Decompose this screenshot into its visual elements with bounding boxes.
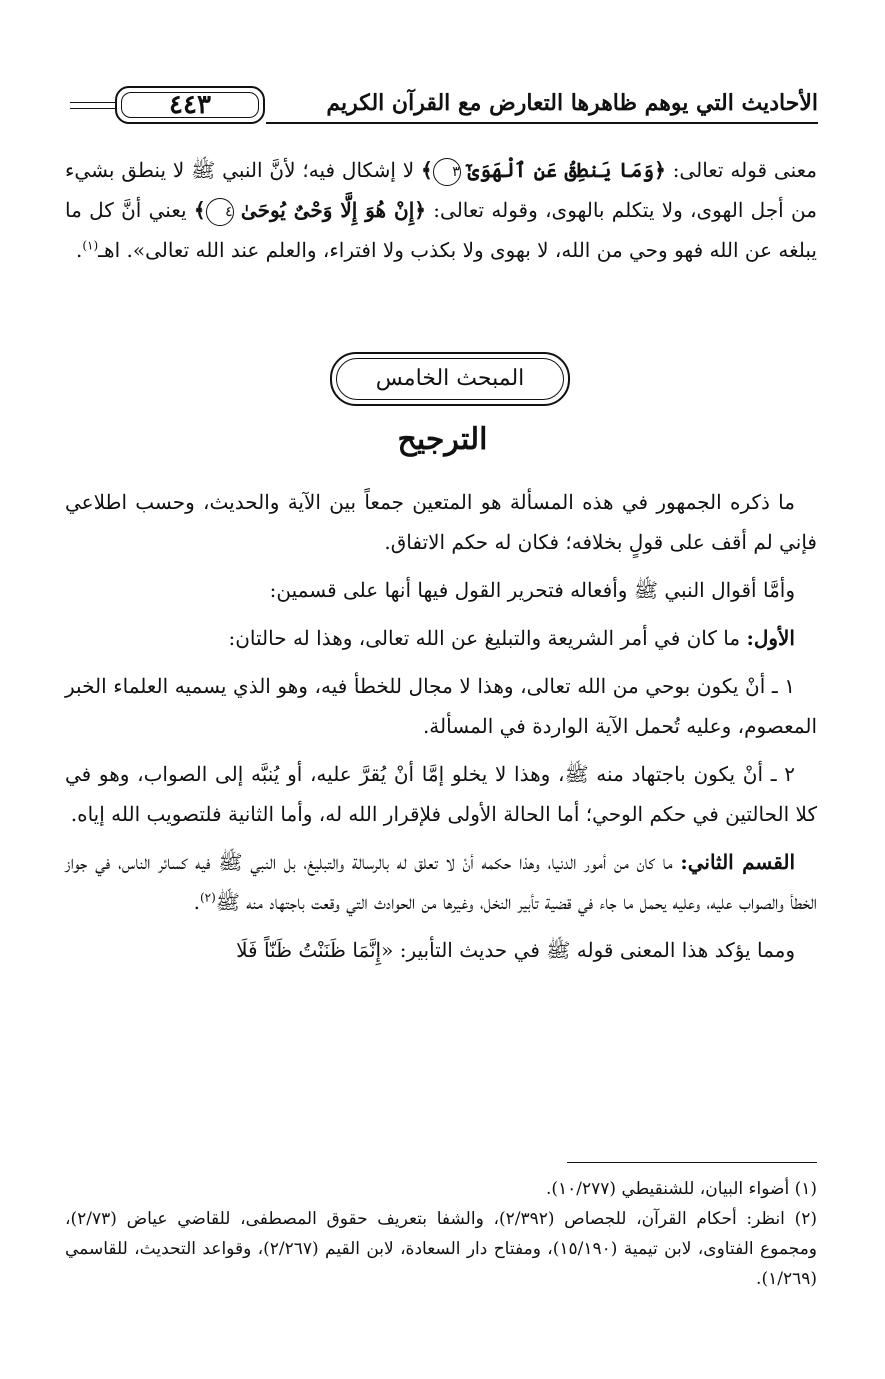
paragraph bbox=[65, 618, 817, 658]
paragraph: ١ ـ أنْ يكون بوحي من الله تعالى، وهذا لا مجال للخطأ فيه، وهو الذي يسميه العلماء الخبر المعصوم، وعليه تُحمل الآية الواردة في المسألة. bbox=[65, 674, 817, 738]
text: ما كان في أمر الشريعة والتبليغ عن الله تعالى، وهذا له حالتان: bbox=[228, 626, 747, 650]
quran-bracket: ﴾ bbox=[193, 198, 206, 222]
opening-paragraph bbox=[65, 150, 817, 278]
text: لا إشكال فيه؛ لأنَّ النبي ﷺ لا ينطق بشيء من أجل الهوى، ولا يتكلم بالهوى، وقوله تعالى: bbox=[65, 158, 817, 222]
paragraph: ٢ ـ أنْ يكون باجتهاد منه ﷺ، وهذا لا يخلو إمَّا أنْ يُقرَّ عليه، أو يُنبَّه إلى الصواب، وهو في كلا الحالتين في حكم الوحي؛ أما الحالة الأولى فلإقرار الله له، وأما الثانية فلتصويب الله إياه. bbox=[65, 762, 817, 826]
paragraph-lead: القسم الثاني: bbox=[680, 850, 796, 874]
main-text bbox=[65, 482, 817, 978]
page-header bbox=[70, 86, 818, 126]
footnote-separator bbox=[567, 1162, 817, 1163]
section-title: المبحث الخامس bbox=[375, 366, 525, 391]
footnote-ref: (١) bbox=[82, 238, 99, 253]
text: معنى قوله تعالى: bbox=[665, 158, 817, 182]
paragraph: وأمَّا أقوال النبي ﷺ وأفعاله فتحرير القول فيها أنها على قسمين: bbox=[269, 578, 795, 602]
paragraph: ومما يؤكد هذا المعنى قوله ﷺ في حديث التأبير: «إِنَّمَا ظَنَنْتُ ظَنّاً فَلَا bbox=[236, 938, 795, 962]
page-number: ٤٤٣ bbox=[169, 90, 211, 120]
running-title: الأحاديث التي يوهم ظاهرها التعارض مع القرآن الكريم bbox=[326, 90, 818, 116]
footnote-ref: (٢) bbox=[199, 890, 216, 905]
header-ornament-line bbox=[70, 102, 115, 109]
footnote: (١) أضواء البيان، للشنقيطي (١٠/٢٧٧). bbox=[545, 1179, 817, 1199]
page-number-frame bbox=[115, 86, 265, 124]
paragraph bbox=[65, 842, 817, 922]
footnotes bbox=[65, 1174, 817, 1294]
header-rule bbox=[266, 122, 818, 124]
footnote: (٢) انظر: أحكام القرآن، للجصاص (٢/٣٩٢)، والشفا بتعريف حقوق المصطفى، للقاضي عياض (٢/٧٣)، ومجموع الفتاوى، لابن تيمية (١٥/١٩٠)، ومفتاح دار السعادة، لابن القيم (٢/٢٦٧)، وقواعد التحديث، للقاسمي (١/٢٦٩). bbox=[65, 1209, 818, 1289]
paragraph-lead: الأول: bbox=[746, 626, 795, 650]
paragraph: ما ذكره الجمهور في هذه المسألة هو المتعين جمعاً بين الآية والحديث، وحسب اطلاعي فإني لم أقف على قولٍ بخلافه؛ فكان له حكم الاتفاق. bbox=[65, 490, 817, 554]
quran-quote: ﴿وَمَا يَنطِقُ عَنِ ٱلْهَوَىٰٓ bbox=[467, 158, 666, 182]
quran-quote: ﴿إِنْ هُوَ إِلَّا وَحْىٌ يُوحَىٰ bbox=[240, 198, 426, 222]
section-title-cartouche bbox=[330, 352, 570, 406]
text: . bbox=[193, 890, 200, 914]
ayah-number: ٣ bbox=[433, 158, 461, 186]
text: ما كان من أمور الدنيا، وهذا حكمه أنْ لا تعلق له بالرسالة والتبليغ، بل النبي ﷺ فيه كسائر الناس، في جواز الخطأ والصواب عليه، وعليه يحمل ما جاء في قضية تأبير النخل، وغيرها من الحوادث التي وقعت باجتهاد منه ﷺ bbox=[65, 850, 817, 914]
quran-bracket: ﴾ bbox=[421, 158, 433, 182]
text: . bbox=[75, 238, 83, 262]
text: يعني أنَّ كل ما يبلغه عن الله فهو وحي من الله، لا بهوى ولا بكذب ولا افتراء، والعلم عند الله تعالى». اهـ bbox=[65, 198, 817, 262]
section-heading: الترجيح bbox=[397, 422, 488, 457]
ayah-number: ٤ bbox=[206, 198, 234, 226]
